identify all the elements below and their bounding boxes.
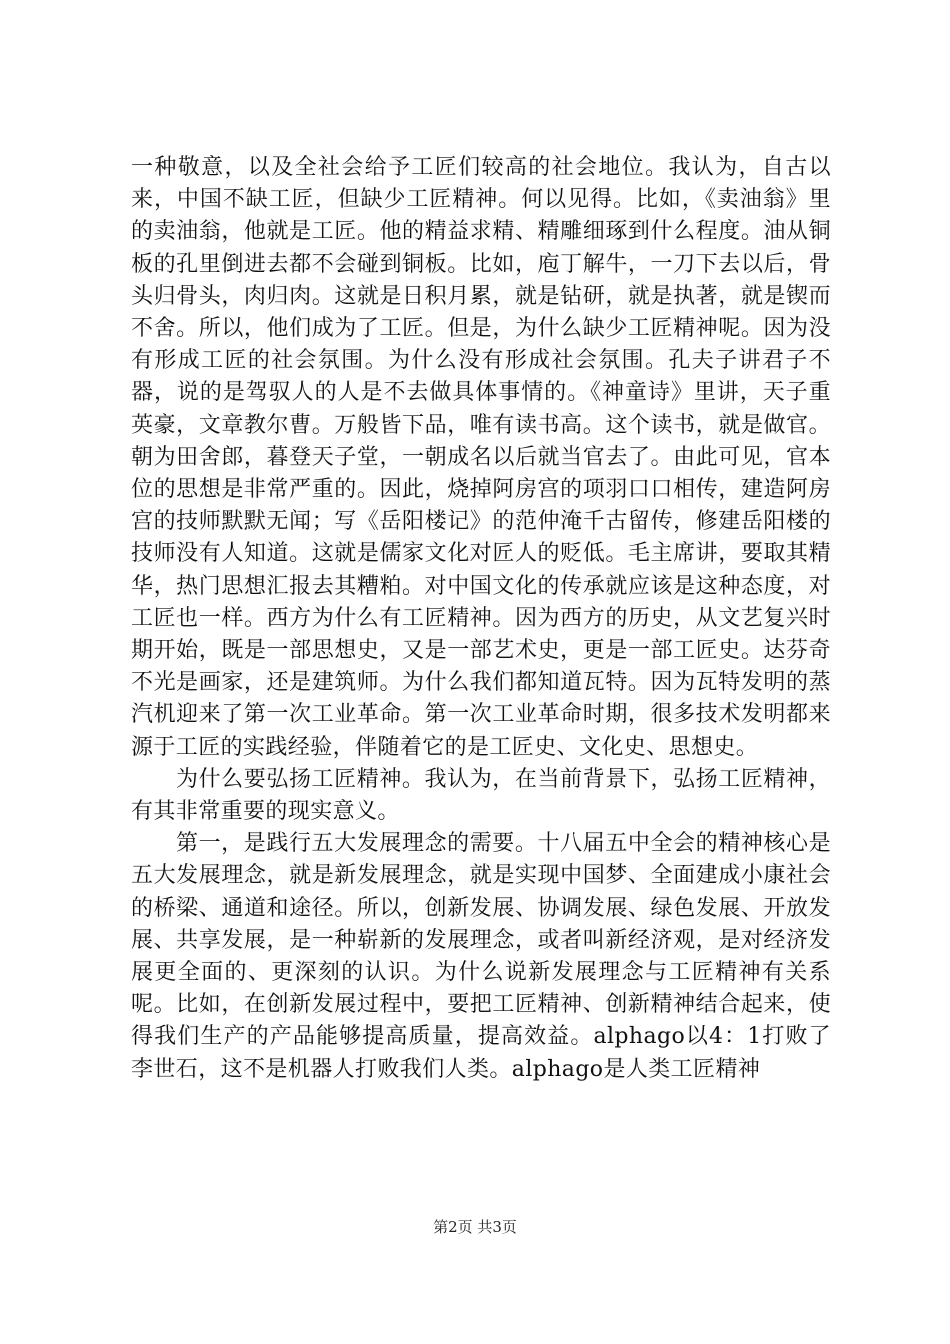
document-body bbox=[131, 152, 831, 1086]
paragraph-3: 第一，是践行五大发展理念的需要。十八届五中全会的精神核心是五大发展理念，就是新发展理念，就是实现中国梦、全面建成小康社会的桥梁、通道和途径。所以，创新发展、协调发展、绿色发展、开放发展、共享发展，是一种崭新的发展理念，或者叫新经济观，是对经济发展更全面的、更深刻的认识。为什么说新发展理念与工匠精神有关系呢。比如，在创新发展过程中，要把工匠精神、创新精神结合起来，使得我们生产的产品能够提高质量，提高效益。alphago以4：1打败了李世石，这不是机器人打败我们人类。alphago是人类工匠精神 bbox=[131, 831, 831, 1082]
page-footer: 第2页 共3页 bbox=[433, 1218, 517, 1236]
paragraph-1: 一种敬意，以及全社会给予工匠们较高的社会地位。我认为，自古以来，中国不缺工匠，但缺少工匠精神。何以见得。比如，《卖油翁》里的卖油翁，他就是工匠。他的精益求精、精雕细琢到什么程度。油从铜板的孔里倒进去都不会碰到铜板。比如，庖丁解牛，一刀下去以后，骨头归骨头，肉归肉。这就是日积月累，就是钻研，就是执著，就是锲而不舍。所以，他们成为了工匠。但是，为什么缺少工匠精神呢。因为没有形成工匠的社会氛围。为什么没有形成社会氛围。孔夫子讲君子不器，说的是驾驭人的人是不去做具体事情的。《神童诗》里讲，天子重英豪，文章教尔曹。万般皆下品，唯有读书高。这个读书，就是做官。朝为田舍郎，暮登天子堂，一朝成名以后就当官去了。由此可见，官本位的思想是非常严重的。因此，烧掉阿房宫的项羽口口相传，建造阿房宫的技师默默无闻；写《岳阳楼记》的范仲淹千古留传，修建岳阳楼的技师没有人知道。这就是儒家文化对匠人的贬低。毛主席讲，要取其精华，热门思想汇报去其糟粕。对中国文化的传承就应该是这种态度，对工匠也一样。西方为什么有工匠精神。因为西方的历史，从文艺复兴时期开始，既是一部思想史，又是一部艺术史，更是一部工匠史。达芬奇不光是画家，还是建筑师。为什么我们都知道瓦特。因为瓦特发明的蒸汽机迎来了第一次工业革命。第一次工业革命时期，很多技术发明都来源于工匠的实践经验，伴随着它的是工匠史、文化史、思想史。 bbox=[131, 155, 831, 760]
paragraph-2: 为什么要弘扬工匠精神。我认为，在当前背景下，弘扬工匠精神，有其非常重要的现实意义。 bbox=[131, 766, 831, 825]
